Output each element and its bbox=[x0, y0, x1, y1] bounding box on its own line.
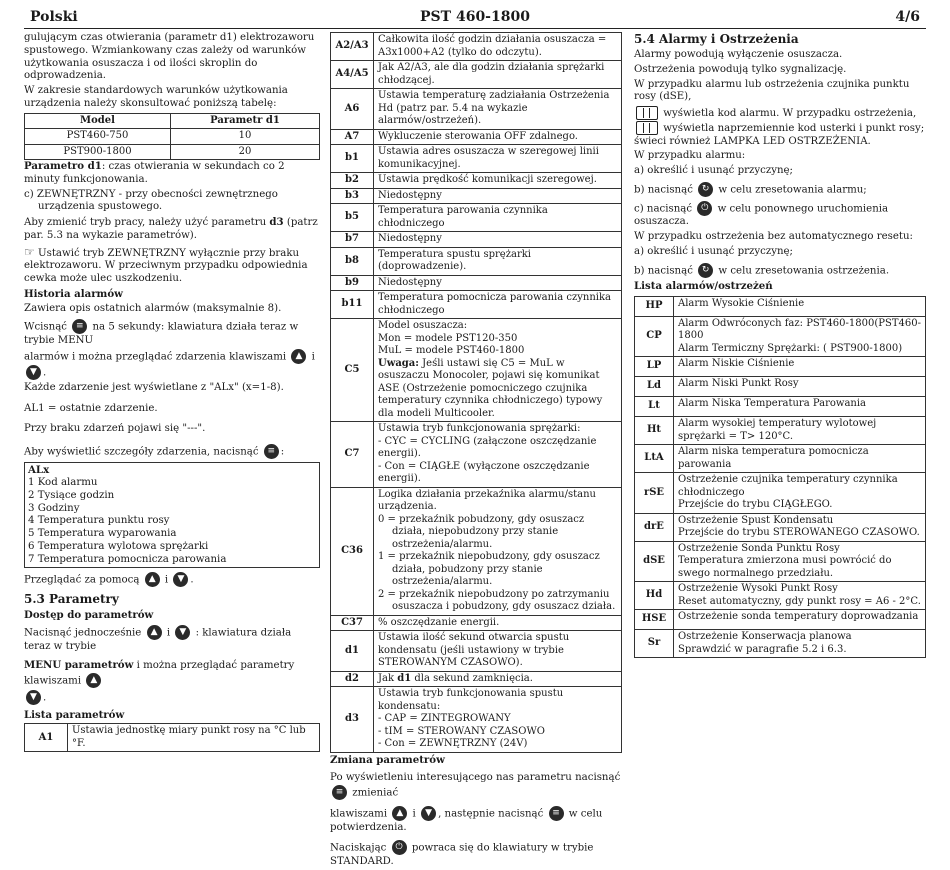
text: - Con = CIĄGŁE (wyłączone oszczędzanie energii). bbox=[378, 460, 590, 484]
table-row bbox=[331, 33, 622, 61]
paragraph: W przypadku alarmu: bbox=[634, 150, 746, 162]
text: i bbox=[161, 574, 172, 586]
paragraph bbox=[24, 349, 320, 380]
text: - Con = ZEWNĘTRZNY (24V) bbox=[378, 738, 528, 749]
table-row bbox=[331, 129, 622, 145]
list-item: 5 Temperatura wyparowania bbox=[28, 528, 177, 539]
text: w celu zresetowania alarmu; bbox=[715, 184, 867, 196]
text: c) nacisnąć bbox=[634, 203, 696, 215]
text: - CAP = ZINTEGROWANY bbox=[378, 713, 511, 724]
table-header: Model bbox=[25, 113, 171, 129]
param-description: Całkowita ilość godzin działania osuszacza = A3x1000+A2 (tylko do odczytu). bbox=[374, 33, 622, 61]
table-row bbox=[331, 615, 622, 631]
paragraph bbox=[24, 160, 320, 187]
section-title: 5.4 Alarmy i Ostrzeżenia bbox=[634, 32, 799, 46]
text: Alarm Odwróconych faz: PST460-1800(PST460-1800 bbox=[678, 317, 921, 341]
language-label: Polski bbox=[30, 9, 78, 25]
table-row bbox=[635, 541, 926, 582]
text: Temperatura zmierzona musi powrócić do swego normalnego przedziału. bbox=[678, 555, 892, 579]
text: Aby zmienić tryb pracy, należy użyć parametru bbox=[24, 217, 270, 228]
param-description: Ustawia prędkość komunikacji szeregowej. bbox=[374, 173, 622, 189]
text: Ustawia tryb funkcjonowania spustu kondensatu: bbox=[378, 688, 564, 712]
paragraph: Przy braku zdarzeń pojawi się "---". bbox=[24, 423, 206, 435]
reset-button-icon: ↻ bbox=[698, 182, 713, 197]
alarm-code: Ht bbox=[635, 417, 674, 445]
param-description: Temperatura spustu sprężarki (doprowadzenie). bbox=[374, 247, 622, 275]
down-button-icon: ▼ bbox=[26, 365, 41, 380]
page-number: 4/6 bbox=[895, 9, 920, 25]
text: i można przeglądać parametry klawiszami bbox=[24, 660, 295, 687]
alarm-description bbox=[674, 610, 926, 630]
param-code: b5 bbox=[331, 204, 374, 232]
param-description bbox=[374, 319, 622, 422]
param-code: A7 bbox=[331, 129, 374, 145]
text: wyświetla kod alarmu. W przypadku ostrzeżenia, bbox=[660, 108, 917, 119]
text: 2 = przekaźnik niepobudzony po zatrzymaniu osuszacza i pobudzony, gdy osuszacz działa. bbox=[378, 588, 616, 612]
param-code: C5 bbox=[331, 319, 374, 422]
text: w celu ponownego uruchomienia osuszacza. bbox=[634, 203, 889, 228]
up-button-icon: ▲ bbox=[392, 806, 407, 821]
bold-term: d1 bbox=[397, 672, 412, 684]
paragraph bbox=[24, 444, 320, 459]
display-icon bbox=[636, 121, 658, 135]
alarm-description bbox=[674, 630, 926, 658]
param-description bbox=[374, 487, 622, 615]
paragraph: W przypadku ostrzeżenia bez automatycznego resetu: bbox=[634, 231, 913, 242]
text: : czas otwierania w sekundach co 2 minuty funkcjonowania. bbox=[24, 161, 285, 185]
bold-term: MENU parametrów bbox=[24, 659, 134, 672]
list-item: 7 Temperatura pomocnicza parowania bbox=[28, 553, 227, 565]
alarm-description bbox=[674, 357, 926, 377]
text: Ostrzeżenie czujnika temperatury czynnika chłodniczego bbox=[678, 474, 898, 498]
paragraph bbox=[24, 690, 320, 705]
text: Alarm Termiczny Sprężarki: ( PST900-1800) bbox=[678, 342, 903, 354]
text: alarmów i można przeglądać zdarzenia klawiszami bbox=[24, 351, 290, 363]
param-description: Ustawia jednostkę miary punkt rosy na °C lub °F. bbox=[68, 724, 320, 752]
paragraph: Alarmy powodują wyłączenie osuszacza. bbox=[634, 49, 843, 60]
param-description: Niedostępny bbox=[374, 275, 622, 291]
table-cell: 20 bbox=[171, 144, 320, 160]
paragraph bbox=[24, 659, 320, 688]
reset-button-icon: ↻ bbox=[698, 263, 713, 278]
paragraph bbox=[330, 772, 622, 800]
param-code: d3 bbox=[331, 687, 374, 753]
text: 0 = przekaźnik pobudzony, gdy osuszacz działa, niepobudzony przy stanie ostrzeżenia/alarmu. bbox=[378, 513, 585, 550]
column-right bbox=[634, 32, 926, 658]
param-description: Temperatura parowania czynnika chłodniczego bbox=[374, 204, 622, 232]
text: . bbox=[43, 692, 47, 704]
param-code: A2/A3 bbox=[331, 33, 374, 61]
alarm-description bbox=[674, 513, 926, 541]
text: Jak bbox=[378, 672, 398, 684]
table-row bbox=[635, 473, 926, 514]
text: Wcisnąć bbox=[24, 321, 71, 333]
alarm-code: drE bbox=[635, 513, 674, 541]
column-left bbox=[24, 32, 320, 752]
text: Ostrzeżenie Wysoki Punkt Rosy bbox=[678, 583, 838, 594]
table-row bbox=[331, 89, 622, 130]
text: na 5 sekundy: klawiatura działa teraz w trybie MENU bbox=[24, 321, 299, 346]
alarm-code: HSE bbox=[635, 610, 674, 630]
paragraph: AL1 = ostatnie zdarzenie. bbox=[24, 402, 158, 414]
param-code: d2 bbox=[331, 671, 374, 687]
param-description bbox=[374, 687, 622, 753]
text: Aby wyświetlić szczegóły zdarzenia, nacisnąć bbox=[24, 446, 262, 458]
table-row bbox=[331, 204, 622, 232]
up-button-icon: ▲ bbox=[86, 673, 101, 688]
list-item: 6 Temperatura wylotowa sprężarki bbox=[28, 540, 209, 552]
param-description: Temperatura pomocnicza parowania czynnika chłodniczego bbox=[374, 291, 622, 319]
column-middle bbox=[330, 32, 622, 870]
table-row bbox=[331, 319, 622, 422]
down-button-icon: ▼ bbox=[173, 572, 188, 587]
alarm-code: Lt bbox=[635, 397, 674, 417]
menu-button-icon: ≡ bbox=[72, 319, 87, 334]
menu-button-icon: ≡ bbox=[264, 444, 279, 459]
list-item: 3 Godziny bbox=[28, 502, 80, 514]
alarm-code: dSE bbox=[635, 541, 674, 582]
table-row bbox=[635, 582, 926, 610]
text: wyświetla naprzemiennie kod usterki i punkt rosy; świeci również LAMPKA LED OSTRZEŻENIA. bbox=[634, 122, 925, 147]
table-cell: PST900-1800 bbox=[25, 144, 171, 160]
alarm-description bbox=[674, 397, 926, 417]
list-item: 1 Kod alarmu bbox=[28, 477, 98, 488]
text: Naciskając bbox=[330, 842, 390, 854]
menu-button-icon: ≡ bbox=[332, 785, 347, 800]
table-header: Parametr d1 bbox=[171, 113, 320, 129]
section-subtitle: Historia alarmów bbox=[24, 287, 123, 300]
table-row bbox=[331, 61, 622, 89]
section-subtitle: Dostęp do parametrów bbox=[24, 608, 154, 621]
document-title: PST 460-1800 bbox=[420, 9, 530, 25]
parameter-table-start bbox=[24, 723, 320, 752]
table-row bbox=[331, 671, 622, 687]
param-description: Ustawia temperaturę zadziałania Ostrzeżenia Hd (patrz par. 5.4 na wykazie alarmów/ostrzeżeń). bbox=[374, 89, 622, 130]
paragraph: W przypadku alarmu lub ostrzeżenia czujnika punktu rosy (dSE), bbox=[634, 78, 910, 103]
text: Ostrzeżenie Sonda Punktu Rosy bbox=[678, 542, 840, 554]
up-button-icon: ▲ bbox=[145, 572, 160, 587]
alarm-description bbox=[674, 582, 926, 610]
section-title: 5.3 Parametry bbox=[24, 591, 119, 606]
menu-button-icon: ≡ bbox=[549, 806, 564, 821]
table-row bbox=[331, 173, 622, 189]
table-row bbox=[635, 377, 926, 397]
alarm-description bbox=[674, 377, 926, 397]
param-code: C7 bbox=[331, 422, 374, 488]
paragraph bbox=[24, 245, 320, 286]
text: Jeśli ustawi się C5 = MuL w osuszaczu Monocoler, pojawi się komunikat ASE (Ostrzeżenie pomocniczego czujnika temperatury czynnika chłodniczego) typowy dla modeli Multicooler. bbox=[378, 357, 603, 419]
param-description: Jak A2/A3, ale dla godzin działania sprężarki chłodzącej. bbox=[374, 61, 622, 89]
text: zmieniać bbox=[349, 787, 399, 799]
alarm-code: Sr bbox=[635, 630, 674, 658]
table-row bbox=[331, 188, 622, 204]
param-code: b9 bbox=[331, 275, 374, 291]
display-icon bbox=[636, 106, 658, 120]
paragraph: Ostrzeżenia powodują tylko sygnalizację. bbox=[634, 63, 847, 75]
text: Alarm Wysokie Ciśnienie bbox=[678, 297, 805, 309]
paragraph bbox=[24, 572, 320, 587]
page-header bbox=[24, 8, 926, 29]
text: w celu zresetowania ostrzeżenia. bbox=[715, 265, 890, 276]
table-row bbox=[635, 397, 926, 417]
table-row bbox=[331, 687, 622, 753]
text: - CYC = CYCLING (załączone oszczędzanie energii). bbox=[378, 435, 597, 459]
text: , następnie nacisnąć bbox=[438, 808, 547, 820]
table-row bbox=[25, 144, 320, 160]
paragraph: a) określić i usunąć przyczynę; bbox=[634, 165, 793, 176]
text: : klawiatura działa teraz w trybie bbox=[24, 627, 292, 652]
model-table bbox=[24, 113, 320, 161]
text: Sprawdzić w paragrafie 5.2 i 6.3. bbox=[678, 643, 847, 655]
paragraph bbox=[634, 106, 926, 148]
list-item: 4 Temperatura punktu rosy bbox=[28, 515, 170, 527]
section-subtitle: Lista alarmów/ostrzeżeń bbox=[634, 279, 773, 292]
alarm-description bbox=[674, 417, 926, 445]
table-row bbox=[635, 316, 926, 357]
param-description: % oszczędzanie energii. bbox=[374, 615, 622, 631]
text: Reset automatyczny, gdy punkt rosy = A6 - 2°C. bbox=[678, 595, 921, 607]
text: - tIM = STEROWANY CZASOWO bbox=[378, 725, 545, 737]
paragraph bbox=[24, 319, 320, 347]
text: Przejście do trybu CIĄGŁEGO. bbox=[678, 499, 833, 510]
paragraph: a) określić i usunąć przyczynę; bbox=[634, 245, 793, 257]
bold-term: Uwaga: bbox=[378, 357, 419, 369]
param-description: Wykluczenie sterowania OFF zdalnego. bbox=[374, 129, 622, 145]
down-button-icon: ▼ bbox=[26, 690, 41, 705]
alx-box bbox=[24, 462, 320, 568]
text: . bbox=[43, 367, 47, 378]
table-row bbox=[635, 357, 926, 377]
text: : bbox=[280, 446, 285, 458]
param-code: A6 bbox=[331, 89, 374, 130]
table-row bbox=[635, 630, 926, 658]
alarm-code: Ld bbox=[635, 377, 674, 397]
alarm-code: LtA bbox=[635, 445, 674, 473]
table-row bbox=[635, 610, 926, 630]
table-cell: PST460-750 bbox=[25, 129, 171, 145]
text: Nacisnąć jednocześnie bbox=[24, 627, 145, 639]
paragraph bbox=[330, 806, 622, 834]
table-row bbox=[25, 129, 320, 145]
param-code: b8 bbox=[331, 247, 374, 275]
text: w celu potwierdzenia. bbox=[330, 808, 603, 833]
paragraph: Zawiera opis ostatnich alarmów (maksymalnie 8). bbox=[24, 302, 282, 314]
param-description: Niedostępny bbox=[374, 188, 622, 204]
power-button-icon: ⏻ bbox=[697, 201, 712, 216]
param-code: b7 bbox=[331, 232, 374, 248]
text: . bbox=[190, 574, 194, 586]
power-button-icon: ⏻ bbox=[392, 840, 407, 855]
bold-term: d3 bbox=[269, 216, 284, 228]
text: MuL = modele PST460-1800 bbox=[378, 345, 525, 356]
param-code: b1 bbox=[331, 145, 374, 173]
alarm-code: Hd bbox=[635, 582, 674, 610]
up-button-icon: ▲ bbox=[291, 349, 306, 364]
alarm-description bbox=[674, 541, 926, 582]
text: Alarm niska temperatura pomocnicza parowania bbox=[678, 446, 869, 470]
text: Alarm Niski Punkt Rosy bbox=[678, 378, 799, 389]
list-item: 2 Tysiące godzin bbox=[28, 489, 115, 501]
paragraph bbox=[24, 625, 320, 653]
alarm-code: CP bbox=[635, 316, 674, 357]
pointing-hand-icon: ☞ bbox=[24, 244, 35, 259]
text: i bbox=[409, 808, 420, 820]
alx-box-title: ALx bbox=[28, 464, 50, 477]
alarm-description bbox=[674, 316, 926, 357]
text: i bbox=[308, 351, 315, 363]
text: Przeglądać za pomocą bbox=[24, 574, 143, 586]
table-row bbox=[635, 417, 926, 445]
text: Alarm Niska Temperatura Parowania bbox=[678, 398, 867, 409]
text: Ostrzeżenie sonda temperatury doprowadzania bbox=[678, 611, 919, 622]
alarm-code: LP bbox=[635, 357, 674, 377]
alarm-description bbox=[674, 445, 926, 473]
text: Ustawia tryb funkcjonowania sprężarki: bbox=[378, 423, 581, 434]
param-code: d1 bbox=[331, 631, 374, 672]
param-code: C36 bbox=[331, 487, 374, 615]
param-code: b2 bbox=[331, 173, 374, 189]
alarm-code: rSE bbox=[635, 473, 674, 514]
paragraph: c) ZEWNĘTRZNY - przy obecności zewnętrznego urządzenia spustowego. bbox=[24, 188, 278, 213]
param-description: Niedostępny bbox=[374, 232, 622, 248]
table-row bbox=[331, 291, 622, 319]
up-button-icon: ▲ bbox=[147, 625, 162, 640]
paragraph bbox=[634, 263, 926, 278]
down-button-icon: ▼ bbox=[421, 806, 436, 821]
param-code: b11 bbox=[331, 291, 374, 319]
table-row bbox=[331, 631, 622, 672]
paragraph bbox=[634, 182, 926, 197]
text: i bbox=[163, 627, 174, 639]
text: Po wyświetleniu interesującego nas parametru nacisnąć bbox=[330, 772, 621, 784]
text: 1 = przekaźnik niepobudzony, gdy osuszacz działa, pobudzony przy stanie ostrzeżenia/alarmu. bbox=[378, 551, 600, 587]
paragraph: gulującym czas otwierania (parametr d1) elektrozaworu spustowego. Wzmiankowany czas zależy od warunków użytkowania osuszacza i od ilości skroplin do odprowadzenia. bbox=[24, 32, 315, 82]
text: (patrz par. 5.3 na wykazie parametrów). bbox=[24, 217, 318, 241]
text: Mon = modele PST120-350 bbox=[378, 332, 518, 344]
section-subtitle: Zmiana parametrów bbox=[330, 753, 445, 766]
table-row bbox=[635, 513, 926, 541]
table-cell: 10 bbox=[171, 129, 320, 145]
table-row bbox=[25, 724, 320, 752]
alarm-table bbox=[634, 296, 926, 659]
down-button-icon: ▼ bbox=[175, 625, 190, 640]
paragraph: Każde zdarzenie jest wyświetlane z "ALx" (x=1-8). bbox=[24, 381, 284, 393]
text: powraca się do klawiatury w trybie STANDARD. bbox=[330, 842, 594, 867]
alarm-description bbox=[674, 296, 926, 316]
param-description bbox=[374, 422, 622, 488]
table-row bbox=[331, 145, 622, 173]
text: b) nacisnąć bbox=[634, 184, 697, 196]
table-row bbox=[635, 445, 926, 473]
text: Alarm wysokiej temperatury wylotowej sprężarki = T> 120°C. bbox=[678, 418, 877, 442]
param-code: A1 bbox=[25, 724, 68, 752]
paragraph: W zakresie standardowych warunków użytkowania urządzenia należy skonsultować poniższą tabelę: bbox=[24, 85, 288, 109]
param-description: Ustawia adres osuszacza w szeregowej linii komunikacyjnej. bbox=[374, 145, 622, 173]
bold-term: Parametro d1 bbox=[24, 160, 102, 172]
paragraph bbox=[330, 840, 622, 868]
text: Przejście do trybu STEROWANEGO CZASOWO. bbox=[678, 527, 920, 538]
note bbox=[378, 358, 617, 421]
paragraph bbox=[24, 216, 320, 243]
param-code: A4/A5 bbox=[331, 61, 374, 89]
parameter-table bbox=[330, 32, 622, 753]
text: Ustawić tryb ZEWNĘTRZNY wyłącznie przy braku elektrozaworu. W przeciwnym przypadku odpowiednia cewka może ulec uszkodzeniu. bbox=[24, 247, 308, 284]
text: Model osuszacza: bbox=[378, 320, 468, 331]
text: Alarm Niskie Ciśnienie bbox=[678, 358, 795, 369]
text: b) nacisnąć bbox=[634, 265, 697, 276]
text: dla sekund zamknięcia. bbox=[411, 672, 533, 684]
alarm-description bbox=[674, 473, 926, 514]
table-row bbox=[331, 487, 622, 615]
table-row bbox=[331, 232, 622, 248]
param-code: b3 bbox=[331, 188, 374, 204]
text: Ostrzeżenie Konserwacja planowa bbox=[678, 631, 852, 642]
param-code: C37 bbox=[331, 615, 374, 631]
param-description bbox=[374, 671, 622, 687]
param-description: Ustawia ilość sekund otwarcia spustu kondensatu (jeśli ustawiony w trybie STEROWANYM CZASOWO). bbox=[374, 631, 622, 672]
paragraph bbox=[634, 201, 926, 229]
table-row bbox=[331, 422, 622, 488]
text: Logika działania przekaźnika alarmu/stanu urządzenia. bbox=[378, 488, 596, 512]
table-row bbox=[635, 296, 926, 316]
text: klawiszami bbox=[330, 808, 391, 820]
text: Ostrzeżenie Spust Kondensatu bbox=[678, 514, 834, 526]
table-row bbox=[331, 275, 622, 291]
alarm-code: HP bbox=[635, 296, 674, 316]
table-row bbox=[331, 247, 622, 275]
section-subtitle: Lista parametrów bbox=[24, 708, 125, 721]
